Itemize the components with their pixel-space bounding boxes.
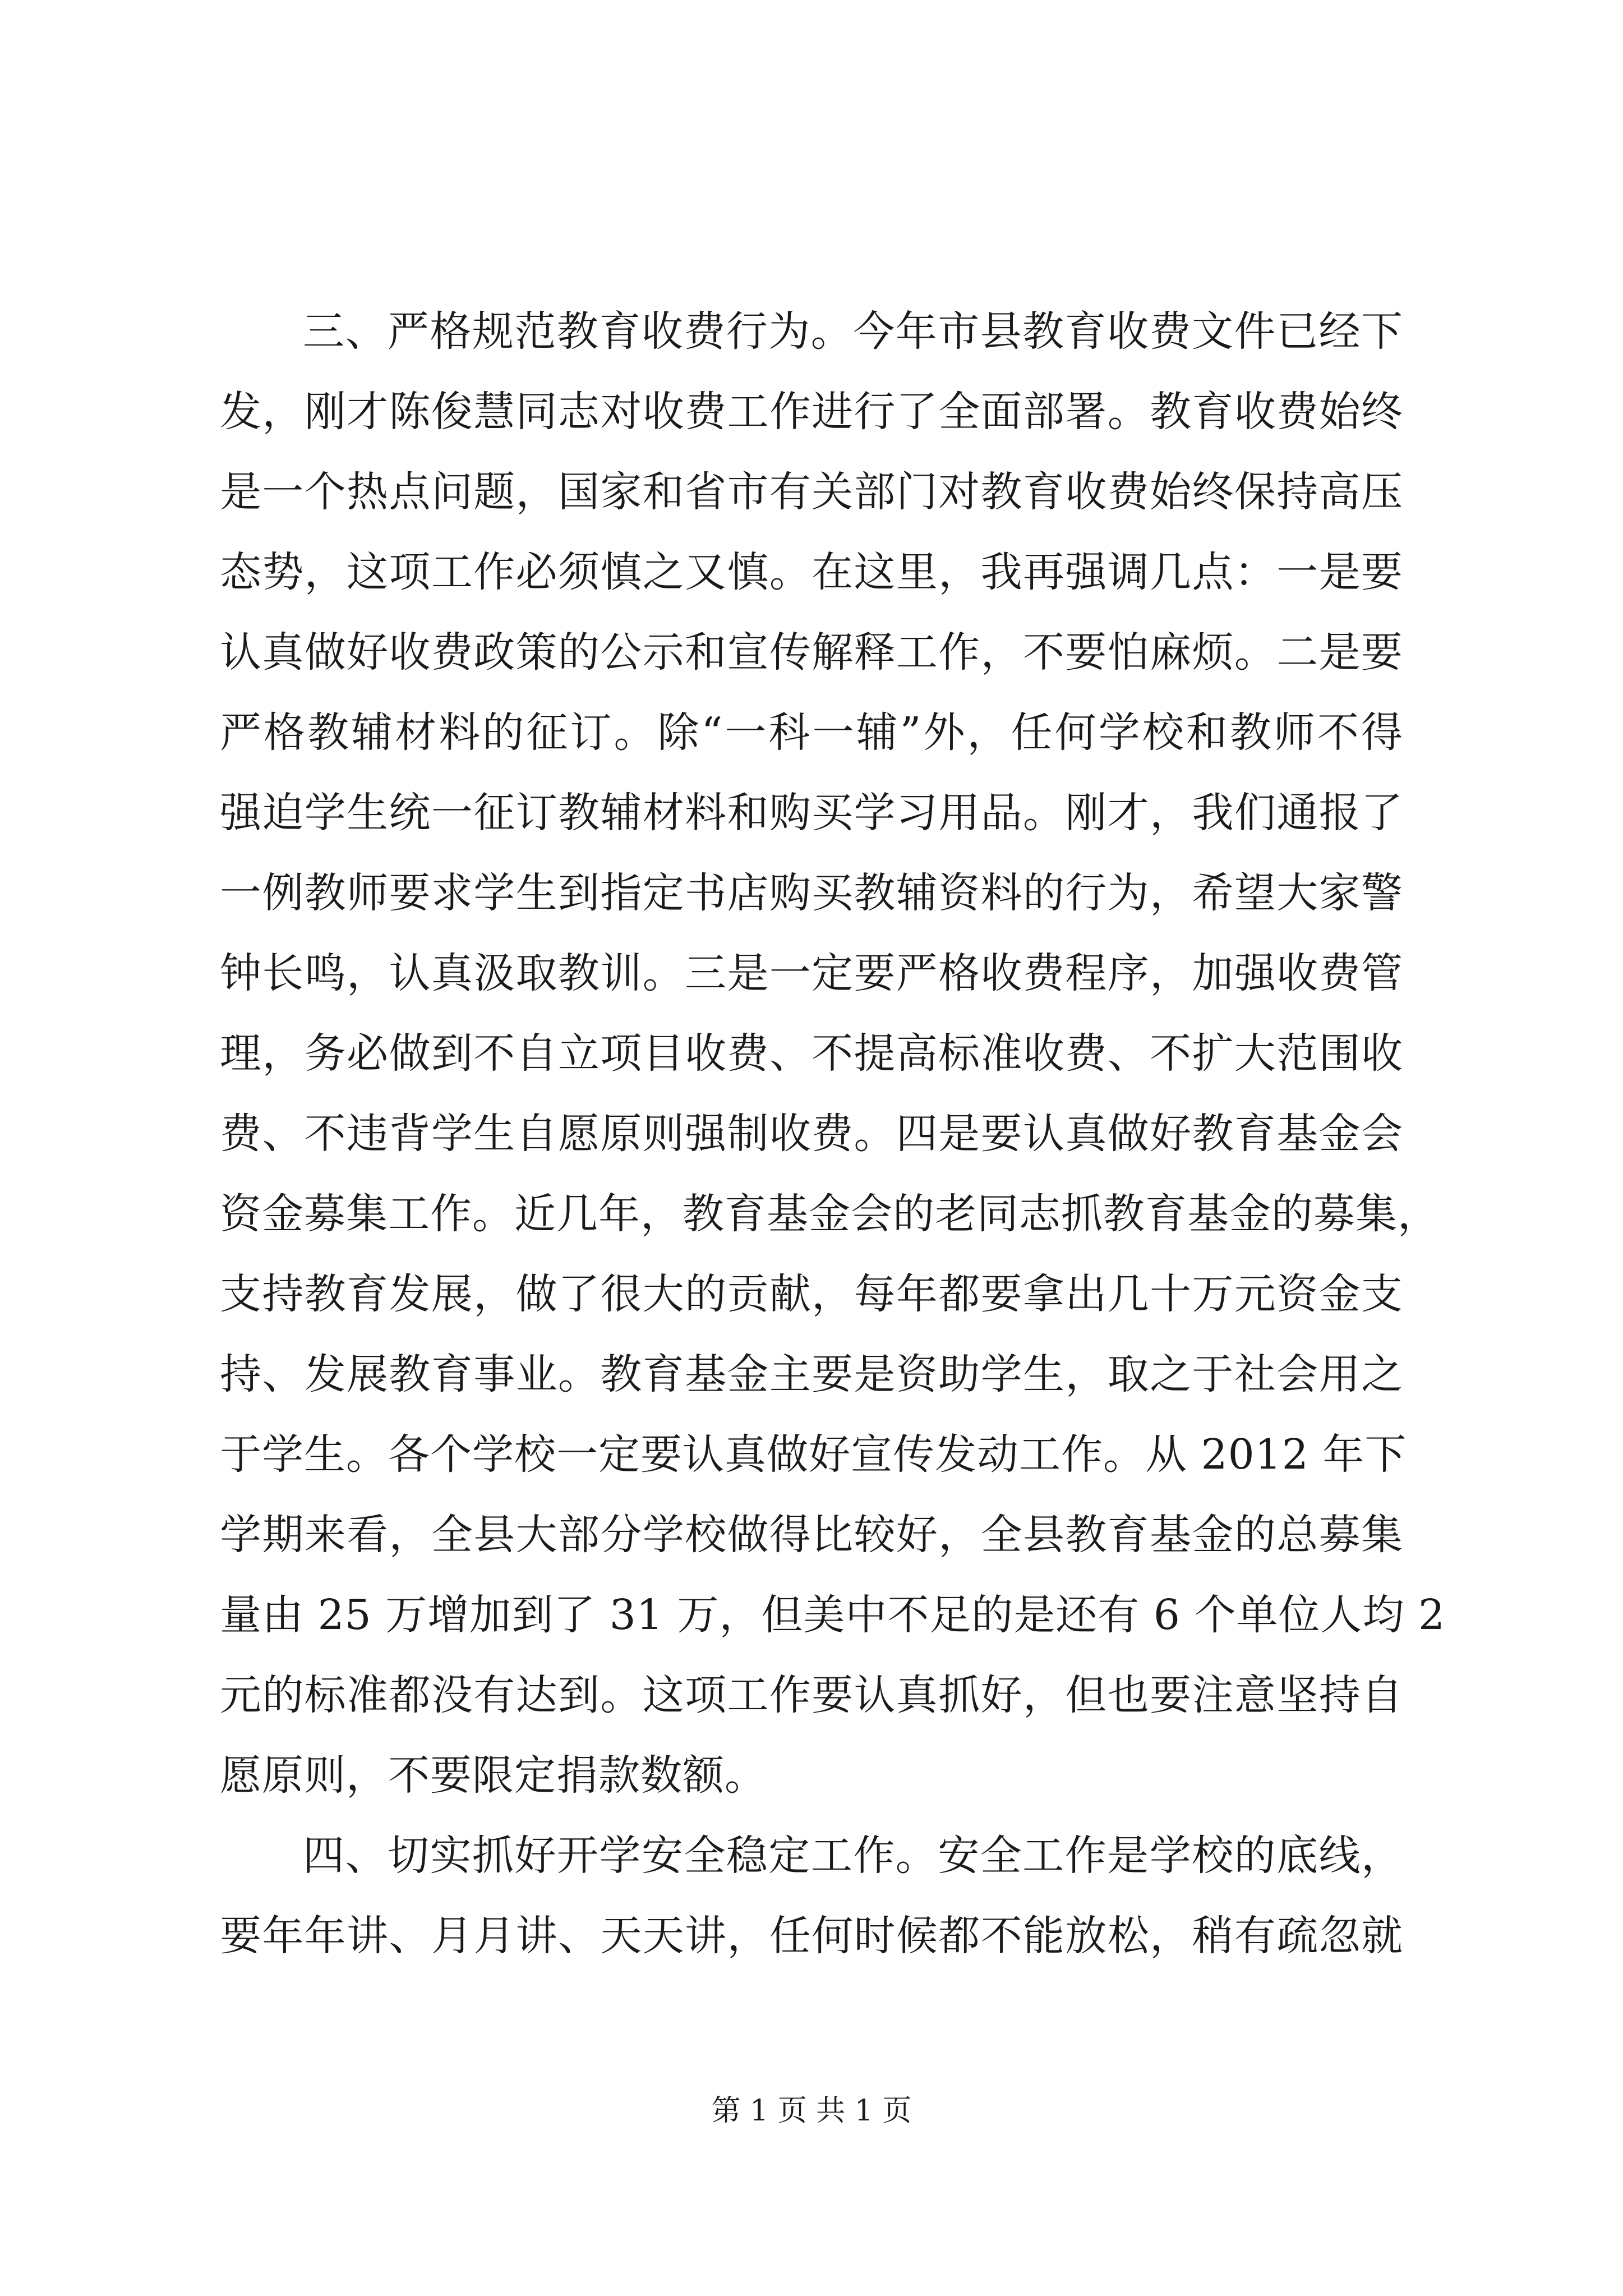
paragraph-line: 支持教育发展，做了很大的贡献，每年都要拿出几十万元资金支 [220, 1270, 1403, 1318]
paragraph-line: 资金募集工作。近几年，教育基金会的老同志抓教育基金的募集， [220, 1190, 1440, 1238]
paragraph-line: 费、不违背学生自愿原则强制收费。四是要认真做好教育基金会 [220, 1110, 1403, 1158]
paragraph-line: 认真做好收费政策的公示和宣传解释工作，不要怕麻烦。二是要 [220, 628, 1403, 677]
paragraph-line: 持、发展教育事业。教育基金主要是资助学生，取之于社会用之 [220, 1350, 1403, 1398]
paragraph-line: 是一个热点问题，国家和省市有关部门对教育收费始终保持高压 [220, 468, 1403, 516]
paragraph-line: 理，务必做到不自立项目收费、不提高标准收费、不扩大范围收 [220, 1029, 1403, 1078]
paragraph-line: 发，刚才陈俊慧同志对收费工作进行了全面部署。教育收费始终 [220, 388, 1403, 436]
paragraph-line: 学期来看，全县大部分学校做得比较好，全县教育基金的总募集 [220, 1511, 1403, 1559]
paragraph-line: 三、严格规范教育收费行为。今年市县教育收费文件已经下 [303, 307, 1403, 356]
page-footer: 第 1 页 共 1 页 [711, 2094, 912, 2128]
paragraph-line: 态势，这项工作必须慎之又慎。在这里，我再强调几点：一是要 [220, 548, 1403, 596]
paragraph-line: 要年年讲、月月讲、天天讲，任何时候都不能放松，稍有疏忽就 [220, 1912, 1403, 1960]
paragraph-line: 愿原则，不要限定捐款数额。 [220, 1751, 767, 1800]
paragraph-line: 钟长鸣，认真汲取教训。三是一定要严格收费程序，加强收费管 [220, 949, 1403, 997]
paragraph-line: 强迫学生统一征订教辅材料和购买学习用品。刚才，我们通报了 [220, 789, 1403, 837]
paragraph-line: 元的标准都没有达到。这项工作要认真抓好，但也要注意坚持自 [220, 1671, 1403, 1719]
paragraph-line: 量由 25 万增加到了 31 万，但美中不足的是还有 6 个单位人均 2 [220, 1591, 1446, 1639]
paragraph-line: 于学生。各个学校一定要认真做好宣传发动工作。从 2012 年下 [220, 1430, 1407, 1479]
document-body [220, 292, 1446, 1976]
paragraph-line: 一例教师要求学生到指定书店购买教辅资料的行为，希望大家警 [220, 869, 1403, 917]
paragraph-line: 四、切实抓好开学安全稳定工作。安全工作是学校的底线， [303, 1832, 1403, 1880]
paragraph-line: 严格教辅材料的征订。除“一科一辅”外，任何学校和教师不得 [220, 708, 1403, 757]
